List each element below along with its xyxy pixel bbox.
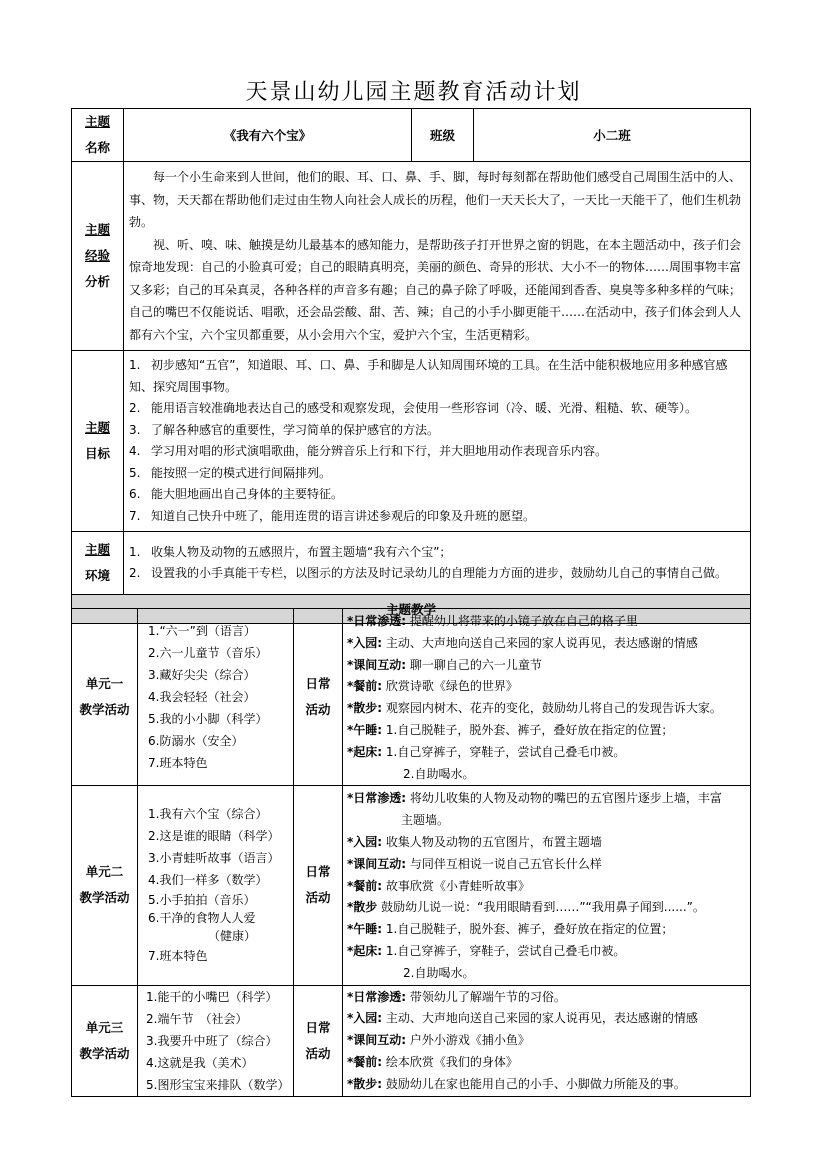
- daily-key: *起床:: [347, 744, 383, 759]
- daily-label: [294, 786, 343, 985]
- header-row: [72, 109, 751, 162]
- daily-item: [343, 611, 750, 633]
- goals-label-line2: 目标: [84, 446, 110, 461]
- activity-item: 3.小青蛙听故事（语言）: [148, 851, 280, 866]
- daily-label: [294, 985, 343, 1096]
- activity-item: （健康）: [208, 929, 257, 944]
- daily-text: 带领幼儿了解端午节的习俗。: [409, 989, 566, 1004]
- environment-number: 1.: [129, 544, 141, 559]
- goal-text: 能按照一定的模式进行间隔排列。: [151, 465, 332, 480]
- daily-label-line2: 活动: [305, 1045, 331, 1061]
- activity-item: 7.班本特色: [148, 756, 208, 771]
- environment-text: 设置我的小手真能干专栏，以图示的方法及时记录幼儿的自理能力方面的进步，鼓励幼儿自己的事情自己做。: [151, 566, 728, 580]
- daily-text: 将幼儿收集的人物及动物的嘴巴的五官图片逐步上墙，丰富: [409, 791, 722, 806]
- daily-item: [343, 655, 750, 677]
- daily-key: *日常渗透:: [347, 614, 407, 628]
- daily-text: 2.自助喝水。: [403, 766, 475, 781]
- class-value: 小二班: [474, 109, 751, 162]
- daily-item: [343, 742, 750, 764]
- daily-item: [343, 1008, 750, 1030]
- analysis-paragraph: 每一个小生命来到人世间，他们的眼、耳、口、鼻、手、脚，每时每刻都在帮助他们感受自己周围生活中的人、事、物，天天都在帮助他们走过由生物人向社会人成长的历程，他们一天天长大了，一天比一天能干了，他们生机勃勃。: [129, 170, 742, 229]
- daily-key: *午睡:: [347, 722, 383, 737]
- environment-label: [72, 532, 124, 595]
- daily-key: *日常渗透:: [347, 989, 407, 1004]
- goal-number: 3.: [129, 422, 141, 437]
- activity-item: 5.我的小小脚（科学）: [148, 712, 268, 727]
- goals-content: [124, 351, 751, 532]
- unit-label-line2: 教学活动: [79, 890, 130, 906]
- analysis-paragraph: 视、听、嗅、味、触摸是幼儿最基本的感知能力，是帮助孩子打开世界之窗的钥匙，在本主题活动中，孩子们会惊奇地发现：自己的小脸真可爱；自己的眼睛真明亮，美丽的颜色、奇异的形状、大小不一的物体……周围事物丰富又多彩；自己的耳朵真灵，各种各样的声音多有趣；自己的鼻子除了呼吸，还能闻到香香、臭臭等多种多样的气味；自己的嘴巴不仅能说话、唱歌，还会品尝酸、甜、苦、辣；自己的小手小脚更能干……在活动中，孩子们体会到人人都有六个宝，六个宝贝都重要，从小会用六个宝，爱护六个宝，生活更精彩。: [129, 237, 742, 342]
- daily-key: *课间互动:: [347, 1033, 407, 1048]
- daily-text: 2.自助喝水。: [403, 965, 475, 980]
- goals-label-line1: 主题: [84, 420, 110, 435]
- daily-text: 观察园内树木、花卉的变化，鼓励幼儿将自己的发现告诉大家。: [385, 701, 722, 716]
- daily-item: [343, 987, 750, 1009]
- unit-label-line2: 教学活动: [79, 1045, 130, 1061]
- daily-text: 故事欣赏《小青蛙听故事》: [385, 878, 530, 893]
- goal-text: 学习用对唱的形式演唱歌曲，能分辨音乐上行和下行，并大胆地用动作表现音乐内容。: [151, 444, 608, 458]
- goal-number: 6.: [129, 487, 141, 501]
- activity-item: 6.防溺水（安全）: [148, 734, 244, 749]
- daily-key: *散步:: [347, 1076, 383, 1091]
- unit-activities: [138, 786, 294, 985]
- daily-text: 主动、大声地向送自己来园的家人说再见，表达感谢的情感: [385, 1011, 698, 1026]
- document-title: 天景山幼儿园主题教育活动计划: [245, 80, 582, 105]
- goal-number: 5.: [129, 465, 141, 480]
- teaching-heading: 主题教学: [72, 595, 751, 624]
- goal-item: [129, 506, 746, 528]
- unit-label: [72, 786, 138, 985]
- daily-list: [343, 987, 750, 1096]
- daily-item: [343, 698, 750, 720]
- daily-item: [343, 897, 750, 919]
- activity-item: 7.班本特色: [148, 949, 208, 964]
- goal-text: 了解各种感官的重要性，学习简单的保护感官的方法。: [151, 422, 440, 437]
- unit-row: [72, 985, 751, 1096]
- daily-item: [343, 676, 750, 698]
- daily-key: *入园:: [347, 834, 383, 849]
- daily-key: *午睡:: [347, 922, 383, 937]
- goal-item: [129, 463, 746, 485]
- daily-key: *散步:: [347, 701, 383, 716]
- environment-item: [129, 563, 746, 585]
- daily-label-line1: 日常: [305, 1019, 331, 1035]
- theme-name-label: [72, 109, 124, 162]
- activity-item: 5.小手拍拍（音乐）: [148, 893, 256, 908]
- daily-text: 户外小游戏《捕小鱼》: [409, 1033, 530, 1048]
- daily-item: [343, 633, 750, 655]
- daily-item: [343, 810, 750, 832]
- goal-text: 能用语言较准确地表达自己的感受和观察发现，会使用一些形容词（冷、暖、光滑、粗糙、软、硬等）。: [151, 401, 698, 415]
- daily-label-line2: 活动: [305, 702, 331, 718]
- environment-label-line2: 环境: [84, 568, 110, 583]
- activity-list: [138, 803, 293, 967]
- daily-content: [343, 985, 751, 1096]
- daily-item: [343, 854, 750, 876]
- activity-item: 5.图形宝宝来排队（数学）: [146, 1077, 290, 1092]
- daily-label-line1: 日常: [305, 864, 331, 880]
- goals-row: [72, 351, 751, 532]
- analysis-label-line2: 经验: [84, 248, 110, 263]
- unit-label-line1: 单元二: [85, 864, 124, 880]
- theme-label-line2: 名称: [84, 140, 110, 155]
- environment-list: [129, 542, 746, 585]
- unit-label: [72, 609, 138, 786]
- activity-item: 2.端午节 （社会）: [146, 1011, 248, 1026]
- daily-item: [343, 720, 750, 742]
- goal-number: 4.: [129, 444, 141, 458]
- daily-key: *课间互动:: [347, 856, 407, 871]
- daily-label-line2: 活动: [305, 890, 331, 906]
- activity-item: 4.我们一样多（数学）: [148, 873, 268, 888]
- daily-text: 提醒幼儿将带来的小镜子放在自己的格子里: [409, 614, 638, 628]
- activity-list: [138, 986, 293, 1096]
- daily-text: 鼓励幼儿说一说：“我用眼睛看到……”“我用鼻子闻到......”。: [381, 900, 705, 915]
- environment-item: [129, 542, 746, 564]
- daily-key: *餐前:: [347, 679, 383, 694]
- daily-key: *课间互动:: [347, 657, 407, 672]
- activity-list: [138, 620, 293, 774]
- goal-item: [129, 398, 746, 420]
- unit-label-line2: 教学活动: [79, 702, 130, 718]
- goal-text: 初步感知“五官”，知道眼、耳、口、鼻、手和脚是人认知周围环境的工具。在生活中能积极地应用多种感官感知、探究周围事物。: [129, 358, 728, 394]
- goal-text: 能大胆地画出自己身体的主要特征。: [151, 487, 344, 501]
- goal-item: [129, 484, 746, 506]
- daily-text: 主题墙。: [401, 813, 450, 828]
- goal-number: 1.: [129, 358, 141, 372]
- daily-content: [343, 786, 751, 985]
- daily-label-line1: 日常: [305, 676, 331, 692]
- unit-label: [72, 985, 138, 1096]
- daily-item: [343, 1030, 750, 1052]
- goal-number: 2.: [129, 401, 141, 415]
- daily-key: *餐前:: [347, 878, 383, 893]
- class-label: 班级: [412, 109, 474, 162]
- goal-number: 7.: [129, 508, 141, 523]
- daily-key: *日常渗透:: [347, 791, 407, 806]
- analysis-label: [72, 162, 124, 351]
- daily-text: 收集人物及动物的五官图片，布置主题墙: [385, 834, 602, 849]
- activity-item: 2.六一儿童节（音乐）: [148, 646, 268, 661]
- goal-item: [129, 441, 746, 463]
- goals-list: [129, 355, 746, 527]
- activity-item: 3.我要升中班了（综合）: [146, 1033, 278, 1048]
- environment-number: 2.: [129, 566, 141, 580]
- unit-activities: [138, 985, 294, 1096]
- daily-key: *起床:: [347, 943, 383, 958]
- theme-label-line1: 主题: [84, 114, 110, 129]
- goal-item: [129, 355, 746, 398]
- environment-text: 收集人物及动物的五感照片，布置主题墙“我有六个宝”；: [151, 544, 452, 559]
- daily-text: 绘本欣赏《我们的身体》: [385, 1054, 518, 1069]
- activity-item: 6.干净的食物人人爱: [148, 911, 256, 926]
- daily-key: *餐前:: [347, 1054, 383, 1069]
- environment-label-line1: 主题: [84, 542, 110, 557]
- goal-item: [129, 420, 746, 442]
- activity-item: 1.能干的小嘴巴（科学）: [146, 989, 278, 1004]
- units-table: [71, 608, 751, 1097]
- daily-content: [343, 609, 751, 786]
- environment-content: [124, 532, 751, 595]
- activity-item: 2.这是谁的眼睛（科学）: [148, 829, 280, 844]
- daily-item: [343, 764, 750, 786]
- daily-item: [343, 919, 750, 941]
- daily-item: [343, 1074, 750, 1096]
- daily-text: 1.自己脱鞋子，脱外套、裤子，叠好放在指定的位置；: [385, 922, 674, 937]
- unit-row: [72, 609, 751, 786]
- daily-text: 鼓励幼儿在家也能用自己的小手、小脚做力所能及的事。: [385, 1076, 686, 1091]
- daily-text: 主动、大声地向送自己来园的家人说再见，表达感谢的情感: [385, 635, 698, 650]
- unit-activities: [138, 609, 294, 786]
- daily-item: [343, 788, 750, 810]
- daily-text: 与同伴互相说一说自己五官长什么样: [409, 856, 602, 871]
- unit-row: [72, 786, 751, 985]
- daily-text: 欣赏诗歌《绿色的世界》: [385, 679, 518, 694]
- daily-key: *入园:: [347, 1011, 383, 1026]
- environment-row: [72, 532, 751, 595]
- daily-item: [343, 1052, 750, 1074]
- analysis-label-line1: 主题: [84, 222, 110, 237]
- daily-text: 1.自己穿裤子，穿鞋子，尝试自己叠毛巾被。: [385, 744, 626, 759]
- activity-item: 3.藏好尖尖（综合）: [148, 668, 256, 683]
- plan-table: [71, 108, 751, 624]
- activity-item: 1.我有六个宝（综合）: [148, 807, 268, 822]
- theme-name-value: 《我有六个宝》: [124, 109, 412, 162]
- daily-list: [343, 788, 750, 984]
- goal-text: 知道自己快升中班了，能用连贯的语言讲述参观后的印象及升班的愿望。: [151, 508, 536, 523]
- activity-item: 4.我会轻轻（社会）: [148, 690, 256, 705]
- daily-text: 聊一聊自己的六一儿童节: [409, 657, 542, 672]
- analysis-label-line3: 分析: [84, 274, 110, 289]
- daily-item: [343, 832, 750, 854]
- daily-key: *散步: [347, 900, 378, 915]
- goals-label: [72, 351, 124, 532]
- daily-key: *入园:: [347, 635, 383, 650]
- daily-item: [343, 963, 750, 985]
- unit-label-line1: 单元三: [85, 1019, 124, 1035]
- daily-text: 1.自己穿裤子，穿鞋子，尝试自己叠毛巾被。: [385, 943, 626, 958]
- activity-item: 4.这就是我（美术）: [146, 1055, 254, 1070]
- daily-item: [343, 876, 750, 898]
- analysis-content: [124, 162, 751, 351]
- unit-label-line1: 单元一: [85, 676, 124, 692]
- analysis-row: [72, 162, 751, 351]
- daily-text: 1.自己脱鞋子，脱外套、裤子，叠好放在指定的位置；: [385, 722, 674, 737]
- activity-item: 1.“六一”到（语言）: [148, 624, 256, 639]
- daily-item: [343, 941, 750, 963]
- daily-label: [294, 609, 343, 786]
- daily-list: [343, 611, 750, 785]
